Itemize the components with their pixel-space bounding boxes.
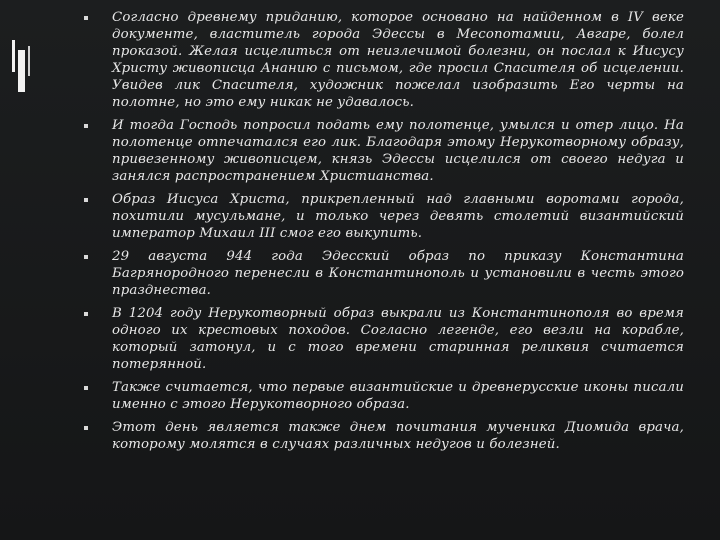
bullet-icon [84, 124, 88, 128]
bullet-icon [84, 198, 88, 202]
list-item [84, 306, 684, 374]
bullet-text: И тогда Господь попросил подать ему полотенце, умылся и отер лицо. На полотенце отпечатался его лик. Благодаря этому Нерукотворному образу, привезенному живописцем, князь Эдессы исцелился от своего недуга и занялся распространением Христианства. [112, 117, 684, 184]
decorative-bar [18, 50, 25, 92]
list-item [84, 192, 684, 243]
bullet-list [84, 10, 684, 454]
bullet-text: В 1204 году Нерукотворный образ выкрали из Константинополя во время одного их крестовых походов. Согласно легенде, его везли на корабле, который затонул, и с того времени старинная реликвия считается потерянной. [112, 306, 684, 372]
list-item [84, 420, 684, 454]
bullet-icon [84, 426, 88, 430]
bullet-icon [84, 386, 88, 390]
bullet-text: Этот день является также днем почитания мученика Диомида врача, которому молятся в случаях различных недугов и болезней. [112, 420, 684, 453]
list-item [84, 249, 684, 300]
slide-content [84, 10, 684, 460]
list-item [84, 380, 684, 414]
bullet-icon [84, 255, 88, 259]
bullet-icon [84, 312, 88, 316]
list-item [84, 10, 684, 111]
bullet-icon [84, 16, 88, 20]
decorative-bar [12, 40, 15, 72]
bullet-text: Образ Иисуса Христа, прикрепленный над главными воротами города, похитили мусульмане, и только через девять столетий византийский император Михаил III смог его выкупить. [112, 191, 684, 241]
bullet-text: 29 августа 944 года Эдесский образ по приказу Константина Багрянородного перенесли в Константинополь и установили в честь этого празднества. [112, 248, 684, 298]
list-item [84, 118, 684, 186]
bullet-text: Согласно древнему приданию, которое основано на найденном в IV веке документе, властитель города Эдессы в Месопотамии, Авгаре, болел проказой. Желая исцелиться от неизлечимой болезни, он послал к Иисусу Христу живописца Ананию с письмом, где просил Спасителя об исцелении. Увидев лик Спасителя, художник пожелал изобразить Его черты на полотне, но это ему никак не удавалось. [112, 10, 684, 110]
decorative-bar [28, 46, 30, 76]
bullet-text: Также считается, что первые византийские и древнерусские иконы писали именно с этого Нерукотворного образа. [112, 380, 684, 412]
